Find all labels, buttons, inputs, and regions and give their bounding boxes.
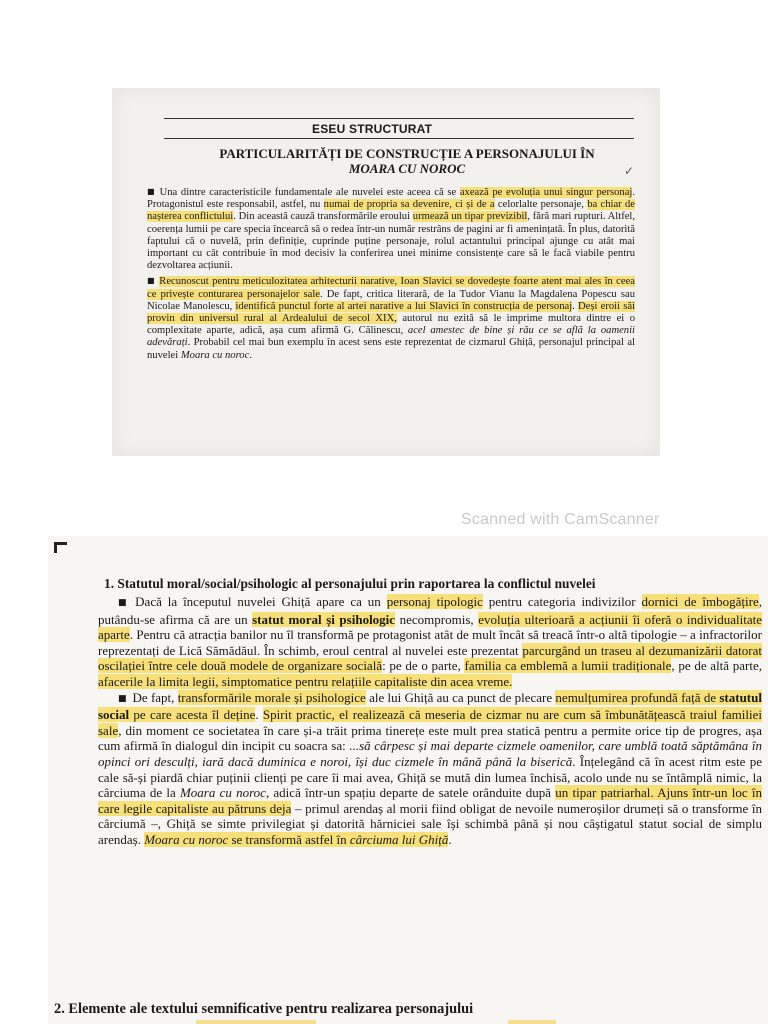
bullet-icon: ■ (118, 598, 130, 608)
paragraph-4 (98, 690, 762, 848)
check-mark-icon: ✓ (624, 164, 635, 178)
text: , pe de altă parte, (671, 658, 762, 674)
highlight: transformările morale și psihologice (177, 689, 366, 705)
text: celorlalte personaje, (494, 199, 588, 211)
text: pentru categoria indivizilor (482, 594, 642, 609)
highlight: se transformă astfel în (228, 831, 350, 847)
text: necompromis, (395, 611, 479, 627)
highlight: familia ca emblemă a lumii tradiționale (464, 658, 672, 674)
essay-title (172, 146, 642, 176)
highlight: un tipar patriarhal. Ajuns într-un loc în care legile capitaliste au pătruns deja (98, 785, 762, 816)
highlight: dornici de îmbogățire (641, 594, 759, 609)
paragraph-3 (98, 594, 762, 690)
text: , din moment ce societatea în care și-a trăit prima tinerețe este mult prea statică pentru a permite orice tip de progres, așa cum afirmă în dialogul din incipit cu soacra sa: (98, 722, 762, 754)
section-heading-2: 2. Elemente ale textului semnificative pentru realizarea personajului (54, 1001, 474, 1017)
text: . (255, 707, 263, 723)
highlight-bold: statut moral și psihologic (252, 611, 396, 627)
quote: ...să cârpesc și mai departe cizmele oamenilor, care umblă toată săptămâna în opinci ori desculți, iară dacă duminica e noroi, își duc cizmele în mână până la biserică (98, 738, 762, 769)
text: , putându-se afirma că are un (98, 594, 762, 627)
bullet-icon: ■ (147, 276, 156, 286)
title-line-1: PARTICULARITĂȚI DE CONSTRUCȚIE A PERSONAJULUI ÎN (219, 146, 595, 161)
highlight: personaj tipologic (386, 594, 483, 609)
text: . Înțelegând că în acest ritm este pe cale să-și piardă chiar puținii clienți pe care îi mai avea, Ghiță se mută din lumea închisă, acolo unde nu se întâmplă nimic, la cârciuma de la (98, 753, 762, 801)
text: . Pentru că atracția banilor nu îl transformă pe protagonist atât de mult încât să treacă într-o altă tipologie – a infractorilor reprezentați de Lică Sămădăul. În schimb, eroul central al nuvelei este prezentat (98, 627, 762, 658)
highlight: numai de propria sa devenire, ci și de a (323, 199, 495, 211)
text: , fără mari rupturi. Altfel, coerența lumii pe care specia încearcă să o redea într-un număr restrâns de pagini ar fi amenințată. În plus, datorită faptului că o nuvelă, prin definiție, cuprinde puține personaje, rolul actantului principal ajunge cu atât mai important cu cât contribuie în mod decisiv la conferirea unei minime consistențe care să le facă viabile pentru dezvoltarea acțiunii. (147, 211, 636, 272)
text: ale lui Ghiță au ca punct de plecare (365, 689, 556, 705)
highlight: parcurgând un traseu al dezumanizării datorat oscilației între cele două modele de organizare socială (98, 642, 762, 674)
highlight: Spirit practic, el realizează că meseria de cizmar nu are cum să îmbunătățească traiul familiei sale (98, 707, 762, 738)
highlight: ba chiar de nașterea conflictului (147, 199, 635, 223)
highlight-bold: statutul social (98, 689, 762, 723)
highlight: urmează un tipar previzibil (412, 211, 528, 223)
text: . (249, 349, 252, 361)
essay-intro-text (147, 186, 635, 365)
scanned-page-bottom (48, 536, 768, 1024)
highlight: afacerile la limita legii, simptomatice pentru relațiile capitaliste din acea vreme. (98, 673, 513, 689)
text: . Protagonistul este responsabil, astfel, nu (147, 187, 636, 211)
crop-corner-icon (54, 542, 67, 553)
highlight: identifică punctul forte al artei narative a lui Slavici în construcția de personaj (235, 300, 573, 312)
text: De fapt, (132, 689, 178, 705)
text: Dacă la începutul nuvelei Ghiță apare ca un (135, 594, 387, 609)
text: . Probabil cel mai bun exemplu în acest sens este reprezentat de cizmarul Ghiță, personajul principal al nuvelei (147, 337, 635, 361)
text: Una dintre caracteristicile fundamentale ale nuvelei este aceea că se (159, 187, 460, 198)
text: . (448, 831, 452, 847)
highlight: nemulțumirea profundă față de (555, 689, 720, 705)
scanner-watermark: Scanned with CamScanner (461, 511, 660, 528)
label-rule (164, 138, 634, 139)
highlight: Recunoscut pentru meticulozitatea arhitecturii narative, Ioan Slavici se dovedește foarte atent mai ales în ceea ce privește conturarea personajelor sale (147, 276, 635, 300)
paragraph-1 (147, 186, 635, 272)
section-1-text (98, 594, 762, 848)
text: autorul nu ezită să le imprime multora dintre ei o complexitate aparte, adică, așa cum afirmă G. Călinescu, (147, 313, 635, 337)
highlight: axează pe evoluția unui singur personaj (459, 187, 633, 198)
highlight: evoluția ulterioară a acțiunii îi oferă o individualitate aparte (98, 611, 762, 643)
section-label: ESEU STRUCTURAT (312, 122, 433, 136)
text: . Din această cauză transformările eroului (233, 211, 413, 223)
top-rule (164, 118, 634, 119)
work-title: Moara cu noroc (179, 785, 266, 801)
quote: acel amestec de bine și rău ce se află la oamenii adevărați (147, 325, 635, 349)
cut-off-highlight (148, 1020, 748, 1024)
scanned-page-top (112, 88, 660, 456)
text: , adică într-un spațiu departe de satele orânduite după (265, 785, 556, 801)
bullet-icon: ■ (147, 187, 156, 196)
text: – primul arendaș al morii fiind obligat de nevoile numeroșilor drumeți să o transforme în cârciumă –, Ghiță se simte privilegiat și datorită hărniciei sale își schimbă până și nou câștigatul statut social de simplu arendaș. (98, 800, 763, 847)
quote: cârciuma lui Ghiță (349, 831, 449, 847)
title-line-2: MOARA CU NOROC (348, 161, 466, 176)
bullet-icon: ■ (118, 693, 127, 704)
paragraph-2 (147, 275, 635, 361)
work-title: Moara cu noroc (180, 349, 250, 361)
highlight: Deși eroii săi provin din universul rural al Ardealului de secol XIX, (147, 300, 636, 325)
text: : pe de o parte, (382, 658, 465, 674)
work-title: Moara cu noroc (144, 831, 229, 847)
text: . (572, 300, 579, 312)
highlight: pe care acesta îl deține (129, 707, 256, 723)
section-heading-1: 1. Statutul moral/social/psihologic al personajului prin raportarea la conflictul nuvelei (104, 576, 596, 591)
text: . De fapt, critica literară, de la Tudor Vianu la Magdalena Popescu sau Nicolae Manolescu, (147, 288, 635, 312)
